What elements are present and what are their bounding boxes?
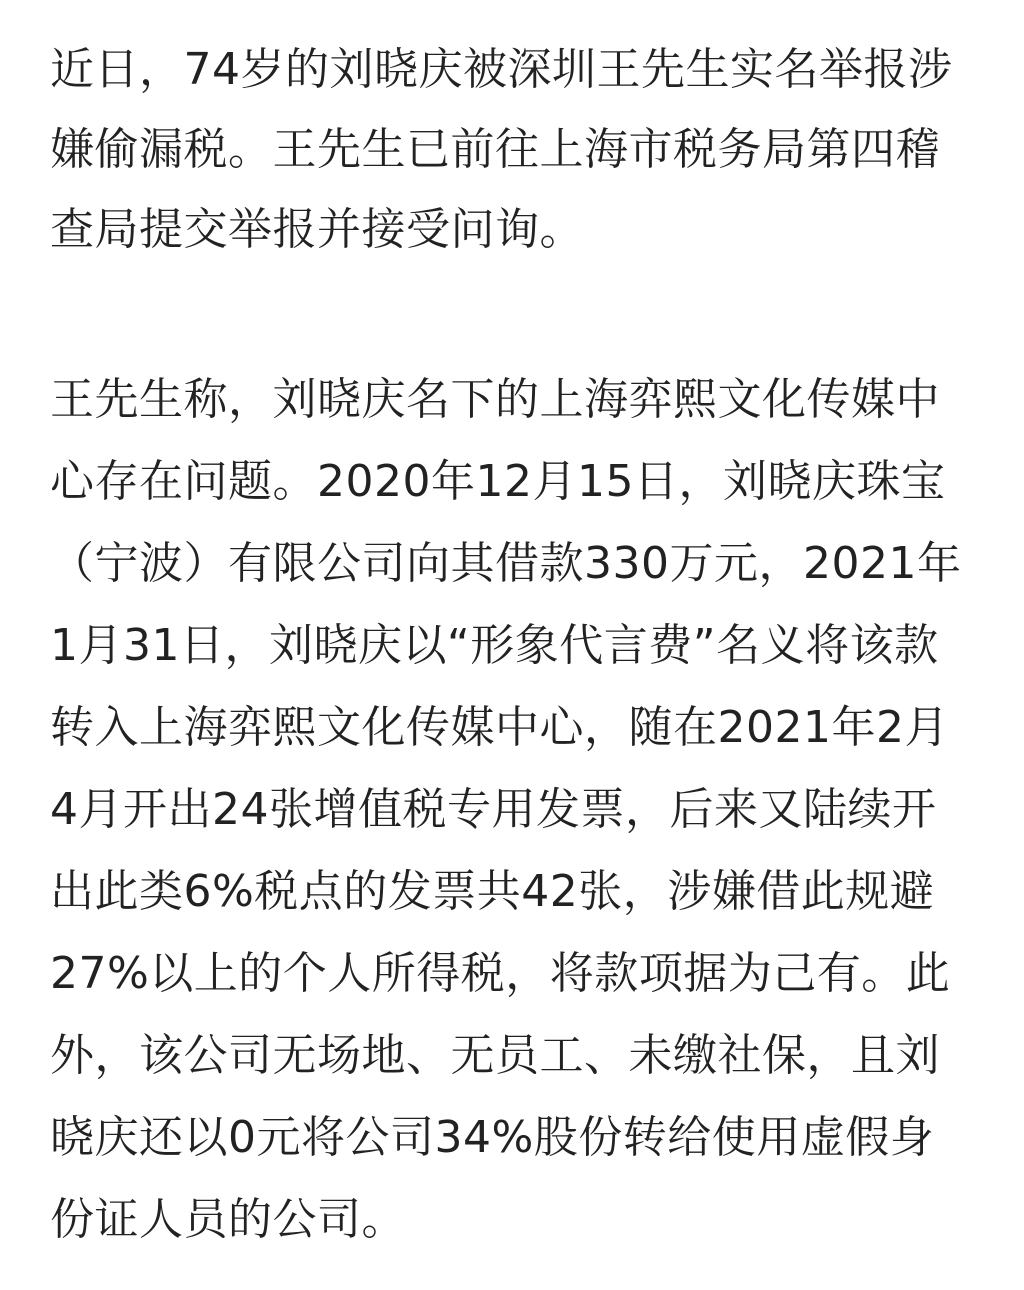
paragraph-line: 嫌偷漏税。王先生已前往上海市税务局第四稽 bbox=[50, 124, 940, 175]
paragraph-line: 查局提交举报并接受问询。 bbox=[50, 204, 584, 255]
paragraph-line: 4月开出24张增值税专用发票，后来又陆续开 bbox=[50, 784, 937, 835]
paragraph-line: 心存在问题。2020年12月15日，刘晓庆珠宝 bbox=[50, 456, 946, 507]
paragraph-line: 外，该公司无场地、无员工、未缴社保，且刘 bbox=[50, 1030, 940, 1081]
paragraph-line: 晓庆还以0元将公司34%股份转给使用虚假身 bbox=[50, 1112, 935, 1163]
paragraph-line: （宁波）有限公司向其借款330万元，2021年 bbox=[50, 538, 962, 589]
paragraph-line: 27%以上的个人所得税，将款项据为己有。此 bbox=[50, 948, 951, 999]
paragraph-line: 王先生称，刘晓庆名下的上海弈熙文化传媒中 bbox=[50, 374, 940, 425]
paragraph-line: 近日，74岁的刘晓庆被深圳王先生实名举报涉 bbox=[50, 44, 953, 95]
paragraph-line: 转入上海弈熙文化传媒中心，随在2021年2月 bbox=[50, 702, 949, 753]
paragraph-line: 份证人员的公司。 bbox=[50, 1194, 406, 1245]
paragraph-line: 1月31日，刘晓庆以“形象代言费”名义将该款 bbox=[50, 620, 939, 671]
paragraph-line: 出此类6%税点的发票共42张，涉嫌借此规避 bbox=[50, 866, 935, 917]
